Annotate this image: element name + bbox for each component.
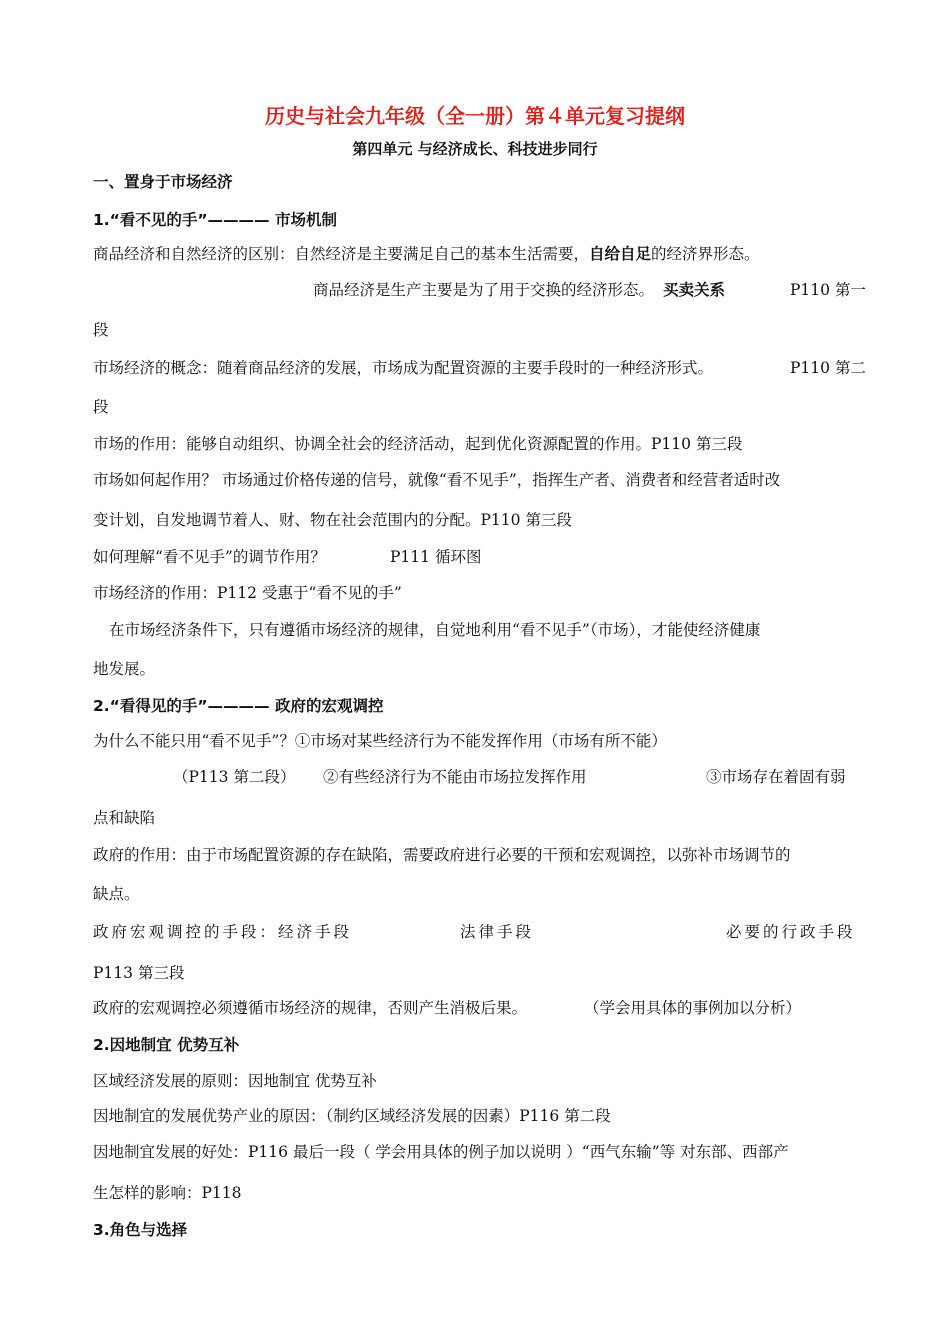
text-line: 生怎样的影响：P118: [93, 1184, 242, 1202]
text-span: 商品经济和自然经济的区别：自然经济是主要满足自己的基本生活需要，: [93, 245, 590, 263]
text-line: 市场如何起作用？ 市场通过价格传递的信号，就像“看不见手”，指挥生产者、消费者和经营者适时改: [93, 471, 781, 489]
text-line: 法律手段: [460, 923, 535, 941]
text-line: 段: [93, 321, 109, 339]
doc-subtitle: 第四单元 与经济成长、科技进步同行: [352, 140, 598, 158]
subsection-1: 1.“看不见的手”———— 市场机制: [93, 211, 337, 229]
text-line: 市场经济的概念：随着商品经济的发展，市场成为配置资源的主要手段时的一种经济形式。: [93, 359, 714, 377]
text-line: ③市场存在着固有弱: [706, 768, 846, 786]
text-line: 因地制宜发展的好处：P116 最后一段（ 学会用具体的例子加以说明 ）“西气东输”等 对东部、西部产: [93, 1143, 789, 1161]
text-line: [93, 244, 760, 264]
text-line: 区域经济发展的原则：因地制宜 优势互补: [93, 1072, 377, 1090]
text-line: 政府宏观调控的手段：经济手段: [93, 923, 353, 941]
section-heading-1: 一、置身于市场经济: [93, 173, 233, 191]
text-line: 段: [93, 398, 109, 416]
text-line: 缺点。: [93, 885, 140, 903]
page-ref: P111 循环图: [390, 548, 482, 566]
text-line: 政府的作用：由于市场配置资源的存在缺陷，需要政府进行必要的干预和宏观调控，以弥补市场调节的: [93, 846, 791, 864]
text-line: （学会用具体的事例加以分析）: [584, 999, 802, 1017]
text-line: [313, 280, 725, 300]
subsection-3: 2.因地制宜 优势互补: [93, 1036, 240, 1054]
page-ref: （P113 第二段）: [173, 768, 296, 786]
subsection-2: 2.“看得见的手”———— 政府的宏观调控: [93, 697, 384, 715]
text-line: ②有些经济行为不能由市场拉发挥作用: [323, 768, 587, 786]
text-span: 的经济界形态。: [651, 245, 760, 263]
subsection-4: 3.角色与选择: [93, 1221, 188, 1239]
text-line: 市场的作用：能够自动组织、协调全社会的经济活动，起到优化资源配置的作用。P110 第三段: [93, 435, 743, 453]
text-span: 商品经济是生产主要是为了用于交换的经济形态。: [313, 281, 655, 299]
page-ref: P110 第二: [790, 359, 866, 377]
doc-title: 历史与社会九年级（全一册）第４单元复习提纲: [265, 104, 685, 128]
text-line: 市场经济的作用：P112 受惠于“看不见的手”: [93, 584, 402, 602]
text-line: 在市场经济条件下，只有遵循市场经济的规律，自觉地利用“看不见手”（市场），才能使经济健康: [109, 621, 761, 639]
text-line: 变计划，自发地调节着人、财、物在社会范围内的分配。P110 第三段: [93, 511, 572, 529]
bold-term: 自给自足: [589, 245, 652, 263]
text-line: 必要的行政手段: [726, 923, 856, 941]
text-line: 因地制宜的发展优势产业的原因：（制约区域经济发展的因素）P116 第二段: [93, 1107, 611, 1125]
text-line: 点和缺陷: [93, 809, 156, 827]
text-line: 政府的宏观调控必须遵循市场经济的规律，否则产生消极后果。: [93, 999, 528, 1017]
page-ref: P113 第三段: [93, 964, 185, 982]
bold-term: 买卖关系: [662, 281, 725, 299]
text-line: 为什么不能只用“看不见手”？①市场对某些经济行为不能发挥作用（市场有所不能）: [93, 732, 667, 750]
page-ref: P110 第一: [790, 281, 866, 299]
text-line: 地发展。: [93, 660, 156, 678]
text-line: 如何理解“看不见手”的调节作用？: [93, 548, 326, 566]
